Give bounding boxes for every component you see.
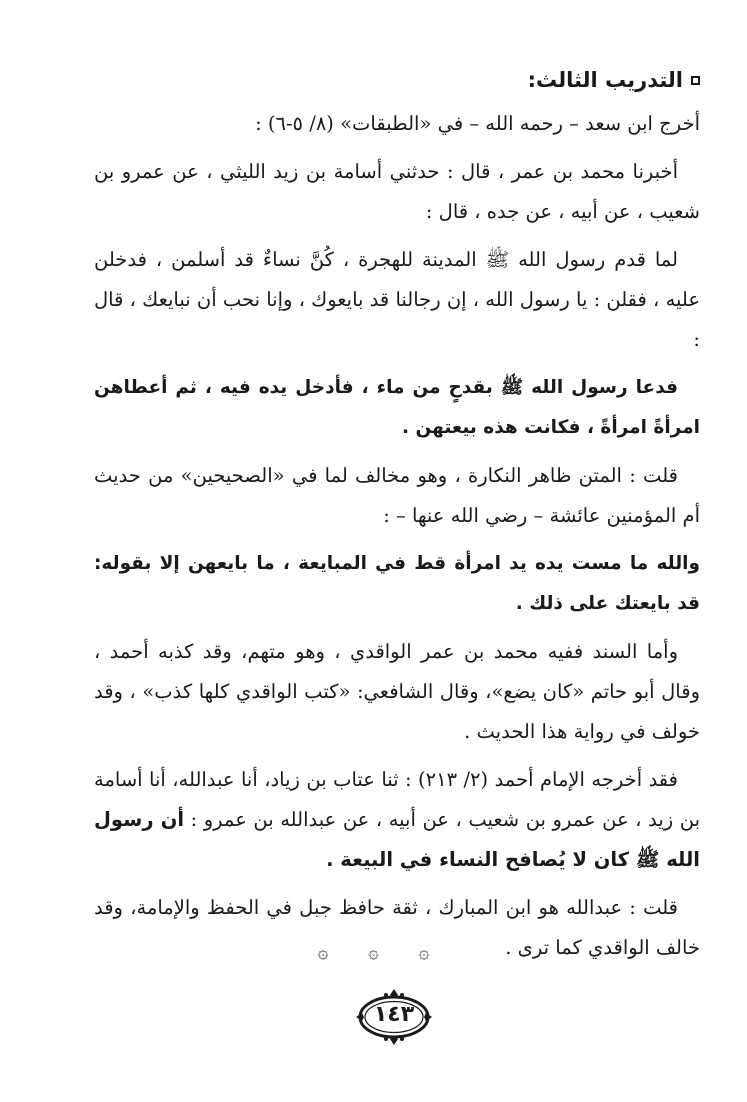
section-title: التدريب الثالث:: [527, 68, 683, 92]
ornament-star-icon: ۞: [418, 942, 430, 963]
page-number: ١٤٣: [373, 1002, 415, 1027]
ornament-star-icon: ۞: [368, 942, 379, 963]
paragraph-aisha-quote: والله ما مست يده يد امرأة قط في المبايعة ، ما بايعهن إلا بقوله: قد بايعتك على ذلك .: [94, 553, 700, 614]
square-bullet-icon: [691, 76, 700, 85]
ahmad-isnad-text: فقد أخرجه الإمام أحمد (٢/ ٢١٣) : ثنا عتاب بن زياد، أنا عبدالله، أنا أسامة بن زيد ، عن عمرو بن شعيب ، عن أبيه ، عن عبدالله بن عمرو :: [94, 768, 700, 831]
page-number-ornament: [352, 985, 436, 1047]
section-heading: [94, 58, 700, 102]
paragraph-narration: لما قدم رسول الله ﷺ المدينة للهجرة ، كُنَّ نساءٌ قد أسلمن ، فدخلن عليه ، فقلن : يا رسول الله ، إن رجالنا قد بايعوك ، وإنا نحب أن نبايعك ، قال :: [94, 248, 700, 351]
section-separator: [0, 943, 747, 963]
paragraph-conclusion: قلت : عبدالله هو ابن المبارك ، ثقة حافظ جبل في الحفظ والإمامة، وقد خالف الواقدي كما ترى .: [94, 896, 700, 959]
paragraph-comment: قلت : المتن ظاهر النكارة ، وهو مخالف لما في «الصحيحين» من حديث أم المؤمنين عائشة – رضي الله عنها – :: [94, 464, 700, 527]
ornament-star-icon: ۞: [317, 942, 329, 963]
paragraph-hadith-text: فدعا رسول الله ﷺ بقدحٍ من ماء ، فأدخل يده فيه ، ثم أعطاهن امرأةً امرأةً ، فكانت هذه بيعتهن .: [94, 377, 700, 438]
paragraph-chain-criticism: وأما السند ففيه محمد بن عمر الواقدي ، وهو متهم، وقد كذبه أحمد ، وقال أبو حاتم «كان يضع»، وقال الشافعي: «كتب الواقدي كلها كذب» ، وقد خولف في رواية هذا الحديث .: [94, 640, 700, 743]
paragraph-isnad: أخبرنا محمد بن عمر ، قال : حدثني أسامة بن زيد الليثي ، عن عمرو بن شعيب ، عن أبيه ، عن جده ، قال :: [94, 160, 700, 223]
paragraph-ahmad-narration: [94, 760, 700, 880]
paragraph-source: أخرج ابن سعد – رحمه الله – في «الطبقات» (٨/ ٥-٦) :: [255, 112, 700, 135]
ahmad-matn-text: أن رسول الله ﷺ كان لا يُصافح النساء في البيعة .: [94, 808, 700, 871]
page-content: [94, 58, 700, 968]
